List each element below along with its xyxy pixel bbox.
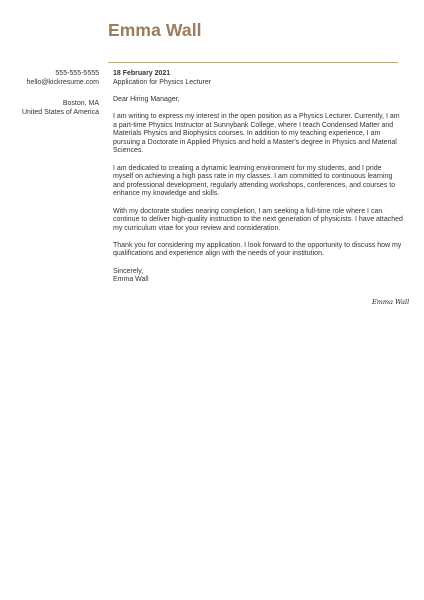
letter-closing: Sincerely, [113,267,144,275]
letter-closing-name: Emma Wall [113,276,149,284]
header-divider [108,62,398,63]
letter-date: 18 February 2021 [113,70,171,77]
contact-country: United States of America [21,108,99,116]
contact-block [22,70,99,117]
handwritten-signature: Emma Wall [372,298,410,306]
letter-paragraph-3: With my doctorate studies nearing completion, I am seeking a full-time role where I can continue to deliver high-quality instruction to the next generation of physicists. I have attached my curriculum vitae for your review and consideration. [113,207,403,232]
letter-paragraph-1: I am writing to express my interest in the open position as a Physics Lecturer. Currently, I am a part-time Physics Instructor at Sunnybank College, where I teach Condensed Matter and Materials Physics and Biophysics courses. In addition to my teaching experience, I am pursuing a Doctorate in Applied Physics and hold a Master's degree in Physics and Material Sciences. [113,112,400,155]
contact-phone: 555-555-5555 [55,70,99,77]
letter-salutation: Dear Hiring Manager, [113,95,180,103]
letter-paragraph-4: Thank you for considering my application. I look forward to the opportunity to discuss how my qualifications and experience align with the needs of your institution. [113,241,402,258]
contact-city: Boston, MA [62,100,99,108]
applicant-name: Emma Wall [108,20,202,40]
letter-subject: Application for Physics Lecturer [113,78,212,86]
contact-email: hello@kickresume.com [26,78,99,86]
letter-paragraph-2: I am dedicated to creating a dynamic learning environment for my students, and I pride myself on achieving a high pass rate in my classes. I am committed to continuous learning and professional development, regularly attending workshops, conferences, and courses to enhance my knowledge and skills. [113,164,396,198]
letter-body [113,70,403,285]
